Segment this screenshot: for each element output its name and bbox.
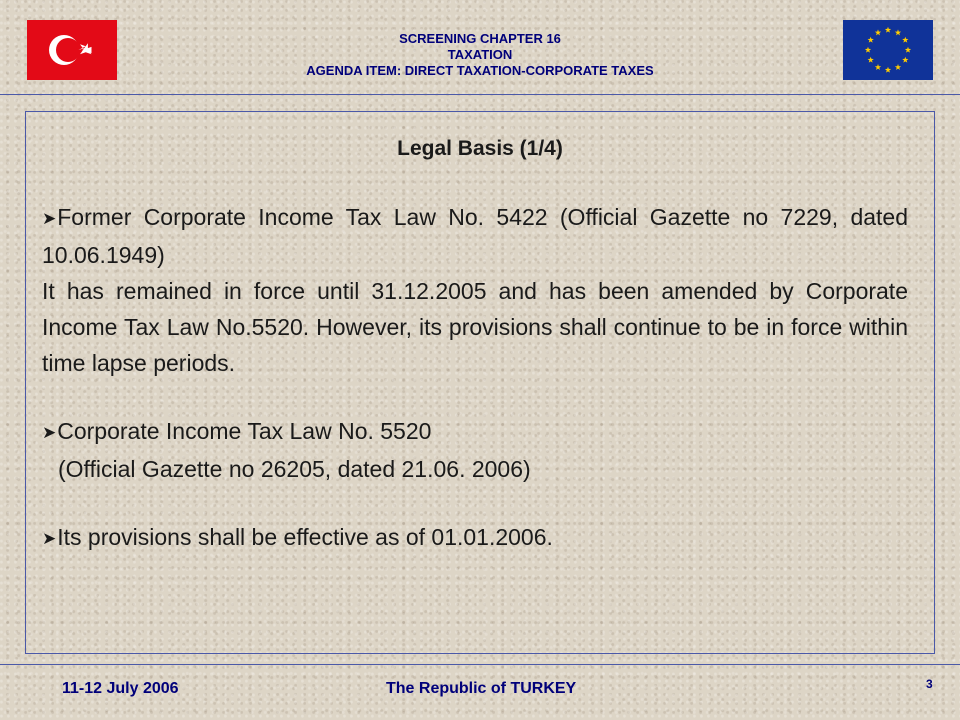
eu-star-icon — [905, 47, 911, 53]
arrow-bullet-icon: ➤ — [42, 423, 57, 442]
eu-star-icon — [868, 37, 874, 43]
header-divider — [0, 94, 960, 95]
bullet-effective-date — [42, 519, 908, 557]
page-number: 3 — [926, 677, 933, 691]
arrow-bullet-icon: ➤ — [42, 529, 57, 548]
footer-country: The Republic of TURKEY — [386, 680, 577, 697]
turkey-flag-icon — [27, 20, 117, 80]
page-title: Legal Basis (1/4) — [397, 137, 563, 160]
content-frame — [25, 111, 935, 654]
footer-divider — [0, 664, 960, 665]
eu-star-icon — [865, 47, 871, 53]
bullet-former-law-text — [42, 199, 908, 273]
former-law-paragraph: It has remained in force until 31.12.2005 and has been amended by Corporate Income Tax Law No.5520. However, its provisions shall continue to be in force within time lapse periods. — [42, 278, 908, 376]
eu-star-icon — [885, 67, 891, 73]
bullet-effective-date-text — [42, 519, 908, 557]
header-chapter: SCREENING CHAPTER 16 — [399, 31, 561, 46]
bullet-current-law-label: Corporate Income Tax Law No. 5520 — [57, 418, 432, 444]
bullet-former-law — [42, 199, 908, 381]
eu-star-icon — [895, 64, 901, 70]
bullet-former-law-label: Former Corporate Income Tax Law No. 5422 (Official Gazette no 7229, dated 10.06.1949) — [42, 204, 908, 268]
bullet-effective-date-label: Its provisions shall be effective as of 01.01.2006. — [57, 524, 553, 550]
bullet-current-law — [42, 413, 908, 487]
current-law-gazette: (Official Gazette no 26205, dated 21.06. 2006) — [58, 456, 531, 482]
eu-star-icon — [885, 27, 891, 33]
eu-star-icon — [895, 29, 901, 35]
eu-star-icon — [875, 29, 881, 35]
eu-star-icon — [868, 57, 874, 63]
arrow-bullet-icon: ➤ — [42, 209, 57, 228]
footer-date: 11-12 July 2006 — [62, 680, 179, 697]
eu-flag-icon — [843, 20, 933, 80]
eu-star-icon — [875, 64, 881, 70]
eu-star-icon — [902, 57, 908, 63]
header-agenda: AGENDA ITEM: DIRECT TAXATION-CORPORATE TAXES — [306, 63, 654, 78]
slide-header — [200, 31, 760, 79]
eu-star-icon — [902, 37, 908, 43]
header-subject: TAXATION — [447, 47, 513, 62]
bullet-current-law-text — [42, 413, 908, 451]
